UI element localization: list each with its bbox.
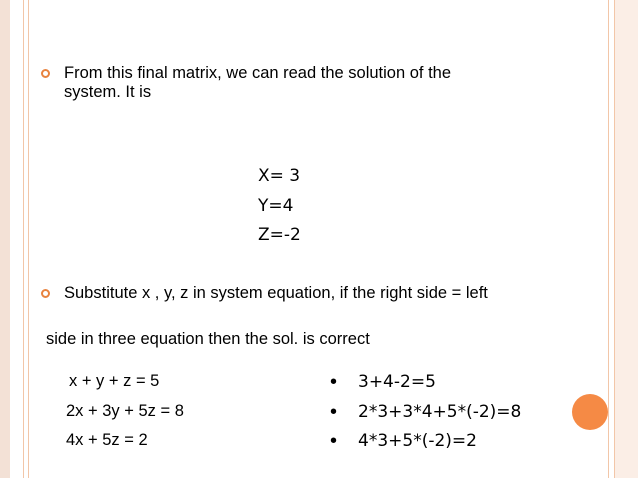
bullet-dot-icon: •	[330, 430, 338, 452]
frame-line-right-1	[608, 0, 609, 478]
check-3: 4*3+5*(-2)=2	[358, 431, 477, 451]
bullet2-line1: Substitute x , y, z in system equation, if the right side = left	[64, 284, 488, 302]
bullet-dot-icon: •	[330, 371, 338, 393]
check-1: 3+4-2=5	[358, 372, 436, 392]
bullet-circle-icon	[41, 289, 50, 298]
check-2: 2*3+3*4+5*(-2)=8	[358, 402, 522, 422]
solution-y: Y=4	[258, 196, 294, 216]
bullet1-line2: system. It is	[64, 83, 152, 101]
accent-circle	[572, 394, 608, 430]
bullet2-line2: side in three equation then the sol. is correct	[46, 330, 370, 348]
equation-1: x + y + z = 5	[69, 372, 160, 390]
solution-x: X= 3	[258, 166, 301, 186]
bullet1-line1: From this final matrix, we can read the solution of the	[64, 64, 452, 82]
slide-left-margin	[0, 0, 10, 478]
frame-line-left-1	[23, 0, 24, 478]
equation-3: 4x + 5z = 2	[66, 431, 148, 449]
slide-right-panel	[614, 0, 638, 478]
frame-line-right-2	[614, 0, 615, 478]
frame-line-left-2	[28, 0, 29, 478]
equation-2: 2x + 3y + 5z = 8	[66, 402, 184, 420]
bullet-dot-icon: •	[330, 401, 338, 423]
solution-z: Z=-2	[258, 225, 301, 245]
bullet-circle-icon	[41, 69, 50, 78]
